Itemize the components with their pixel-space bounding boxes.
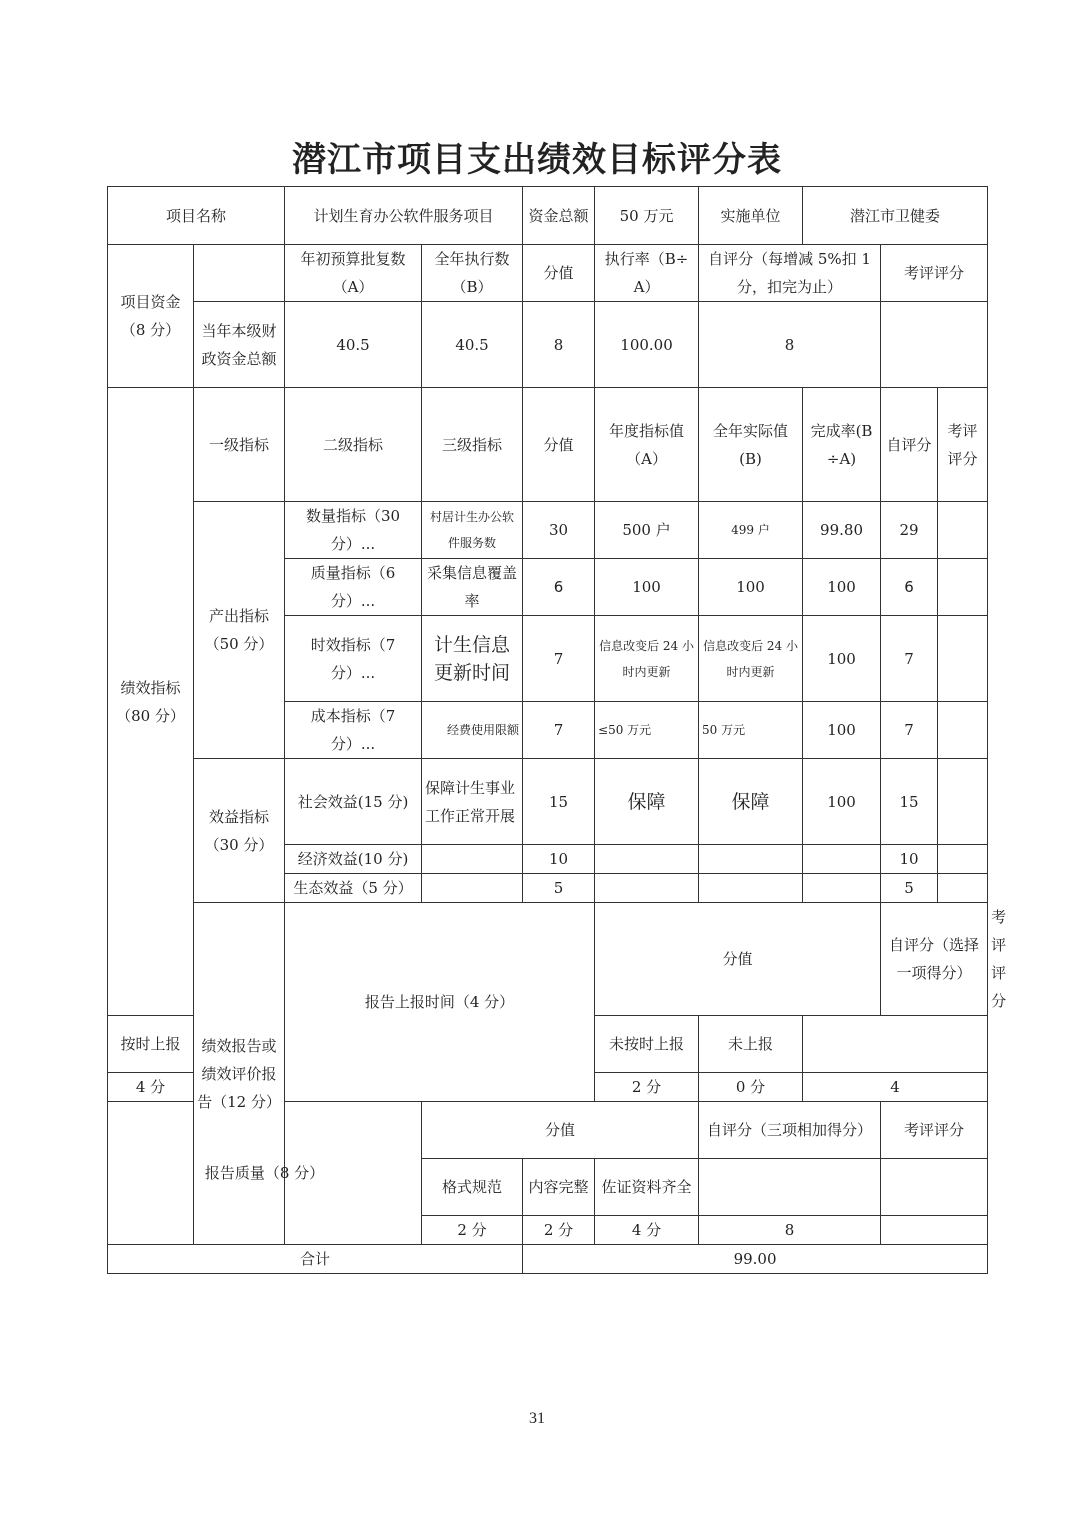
funds-budget: 40.5 — [285, 302, 422, 388]
perf-level2: 质量指标（6 分）... — [285, 559, 422, 616]
benefit-indicator-label: 效益指标（30 分） — [194, 759, 285, 903]
perf-level3 — [422, 845, 523, 874]
perf-col-level1: 一级指标 — [194, 388, 285, 502]
perf-level3: 采集信息覆盖率 — [422, 559, 523, 616]
perf-self: 10 — [881, 845, 938, 874]
perf-level2: 社会效益(15 分) — [285, 759, 422, 845]
perf-rate: 99.80 — [803, 502, 881, 559]
perf-header-row — [108, 388, 988, 502]
report-time-score-header: 分值 — [595, 903, 881, 1016]
perf-actual: 499 户 — [699, 502, 803, 559]
perf-rate — [803, 874, 881, 903]
perf-level2: 成本指标（7 分）... — [285, 702, 422, 759]
perf-self: 7 — [881, 616, 938, 702]
perf-score: 15 — [523, 759, 595, 845]
perf-self: 15 — [881, 759, 938, 845]
funds-blank-cell — [194, 245, 285, 302]
perf-target: 100 — [595, 559, 699, 616]
report-time-option-score: 2 分 — [595, 1073, 699, 1102]
perf-level3: 计生信息更新时间 — [422, 616, 523, 702]
funds-col-score: 分值 — [523, 245, 595, 302]
perf-actual — [699, 874, 803, 903]
perf-level3 — [422, 874, 523, 903]
perf-review — [938, 759, 988, 845]
funds-col-review: 考评评分 — [881, 245, 988, 302]
page-title: 潜江市项目支出绩效目标评分表 — [292, 140, 782, 180]
report-time-option: 未上报 — [699, 1016, 803, 1073]
report-section-label: 绩效报告或绩效评价报告（12 分） — [194, 903, 285, 1245]
perf-col-actual: 全年实际值(B) — [699, 388, 803, 502]
total-label: 合计 — [108, 1245, 523, 1274]
project-name-label: 项目名称 — [108, 187, 285, 245]
funds-col-exec: 全年执行数（B） — [422, 245, 523, 302]
report-quality-option-score: 2 分 — [422, 1216, 523, 1245]
perf-actual — [699, 845, 803, 874]
report-quality-review-header: 考评评分 — [881, 1102, 988, 1159]
perf-section-label: 绩效指标（80 分） — [108, 388, 194, 1016]
perf-level3: 村居计生办公软件服务数 — [422, 502, 523, 559]
project-name-value: 计划生育办公软件服务项目 — [285, 187, 523, 245]
perf-review — [938, 845, 988, 874]
perf-col-rate: 完成率(B÷A) — [803, 388, 881, 502]
table-row — [108, 502, 988, 559]
report-quality-self: 8 — [699, 1216, 881, 1245]
perf-review — [938, 559, 988, 616]
funds-header-row — [108, 245, 988, 302]
report-quality-option: 内容完整 — [523, 1159, 595, 1216]
report-quality-label: 报告质量（8 分） — [108, 1102, 422, 1245]
report-quality-option-score: 4 分 — [595, 1216, 699, 1245]
funds-value-row — [108, 302, 988, 388]
report-quality-review — [881, 1216, 988, 1245]
perf-actual: 保障 — [699, 759, 803, 845]
report-time-self: 4 — [803, 1073, 988, 1102]
report-quality-option: 佐证资料齐全 — [595, 1159, 699, 1216]
report-quality-blank-self — [699, 1159, 881, 1216]
perf-score: 6 — [523, 559, 595, 616]
perf-score: 7 — [523, 616, 595, 702]
report-quality-score-header: 分值 — [422, 1102, 699, 1159]
report-time-option: 按时上报 — [108, 1016, 194, 1073]
perf-target: 保障 — [595, 759, 699, 845]
perf-actual: 100 — [699, 559, 803, 616]
funds-row-label: 当年本级财政资金总额 — [194, 302, 285, 388]
unit-value: 潜江市卫健委 — [803, 187, 988, 245]
unit-label: 实施单位 — [699, 187, 803, 245]
perf-actual: 信息改变后 24 小时内更新 — [699, 616, 803, 702]
report-time-label: 报告上报时间（4 分） — [285, 903, 595, 1102]
perf-rate: 100 — [803, 559, 881, 616]
report-quality-option-score: 2 分 — [523, 1216, 595, 1245]
perf-self: 6 — [881, 559, 938, 616]
funds-col-rate: 执行率（B÷A） — [595, 245, 699, 302]
perf-level2: 生态效益（5 分） — [285, 874, 422, 903]
perf-rate: 100 — [803, 702, 881, 759]
perf-level3: 保障计生事业工作正常开展 — [422, 759, 523, 845]
total-funds-value: 50 万元 — [595, 187, 699, 245]
perf-self: 7 — [881, 702, 938, 759]
perf-self: 5 — [881, 874, 938, 903]
report-time-self-header: 自评分（选择一项得分） — [881, 903, 988, 1016]
funds-score: 8 — [523, 302, 595, 388]
report-quality-option: 格式规范 — [422, 1159, 523, 1216]
table-row — [108, 759, 988, 845]
perf-score: 5 — [523, 874, 595, 903]
perf-col-target: 年度指标值（A） — [595, 388, 699, 502]
report-time-option-score: 4 分 — [108, 1073, 194, 1102]
perf-score: 10 — [523, 845, 595, 874]
funds-exec: 40.5 — [422, 302, 523, 388]
perf-target: 500 户 — [595, 502, 699, 559]
perf-col-level2: 二级指标 — [285, 388, 422, 502]
funds-self: 8 — [699, 302, 881, 388]
perf-level2: 时效指标（7 分）... — [285, 616, 422, 702]
perf-review — [938, 702, 988, 759]
report-time-option-score: 0 分 — [699, 1073, 803, 1102]
score-table — [107, 186, 1007, 1274]
perf-review — [938, 502, 988, 559]
perf-score: 30 — [523, 502, 595, 559]
perf-col-review: 考评评分 — [938, 388, 988, 502]
output-indicator-label: 产出指标（50 分） — [194, 502, 285, 759]
perf-col-level3: 三级指标 — [422, 388, 523, 502]
perf-rate: 100 — [803, 616, 881, 702]
report-time-header-row: 绩效报告或绩效评价报告（12 分） 报告上报时间（4 分） 分值 自评分（选择一项得分） 考评评分 — [108, 903, 988, 1016]
total-row — [108, 1245, 988, 1274]
perf-col-score: 分值 — [523, 388, 595, 502]
perf-target — [595, 845, 699, 874]
perf-score: 7 — [523, 702, 595, 759]
header-row — [108, 187, 988, 245]
perf-rate — [803, 845, 881, 874]
report-time-blank-self — [803, 1016, 988, 1073]
funds-col-self: 自评分（每增减 5%扣 1 分，扣完为止） — [699, 245, 881, 302]
total-value: 99.00 — [523, 1245, 988, 1274]
perf-target: 信息改变后 24 小时内更新 — [595, 616, 699, 702]
perf-level2: 经济效益(10 分) — [285, 845, 422, 874]
perf-target — [595, 874, 699, 903]
funds-section-label: 项目资金（8 分） — [108, 245, 194, 388]
perf-actual: 50 万元 — [699, 702, 803, 759]
report-quality-blank-review — [881, 1159, 988, 1216]
report-quality-self-header: 自评分（三项相加得分） — [699, 1102, 881, 1159]
total-funds-label: 资金总额 — [523, 187, 595, 245]
perf-col-self: 自评分 — [881, 388, 938, 502]
perf-level3: 经费使用限额 — [422, 702, 523, 759]
funds-rate: 100.00 — [595, 302, 699, 388]
perf-rate: 100 — [803, 759, 881, 845]
report-time-option: 未按时上报 — [595, 1016, 699, 1073]
perf-review — [938, 616, 988, 702]
perf-target: ≤50 万元 — [595, 702, 699, 759]
perf-self: 29 — [881, 502, 938, 559]
funds-col-budget: 年初预算批复数（A） — [285, 245, 422, 302]
perf-level2: 数量指标（30 分）... — [285, 502, 422, 559]
funds-review — [881, 302, 988, 388]
page-number: 31 — [529, 1410, 545, 1427]
perf-review — [938, 874, 988, 903]
